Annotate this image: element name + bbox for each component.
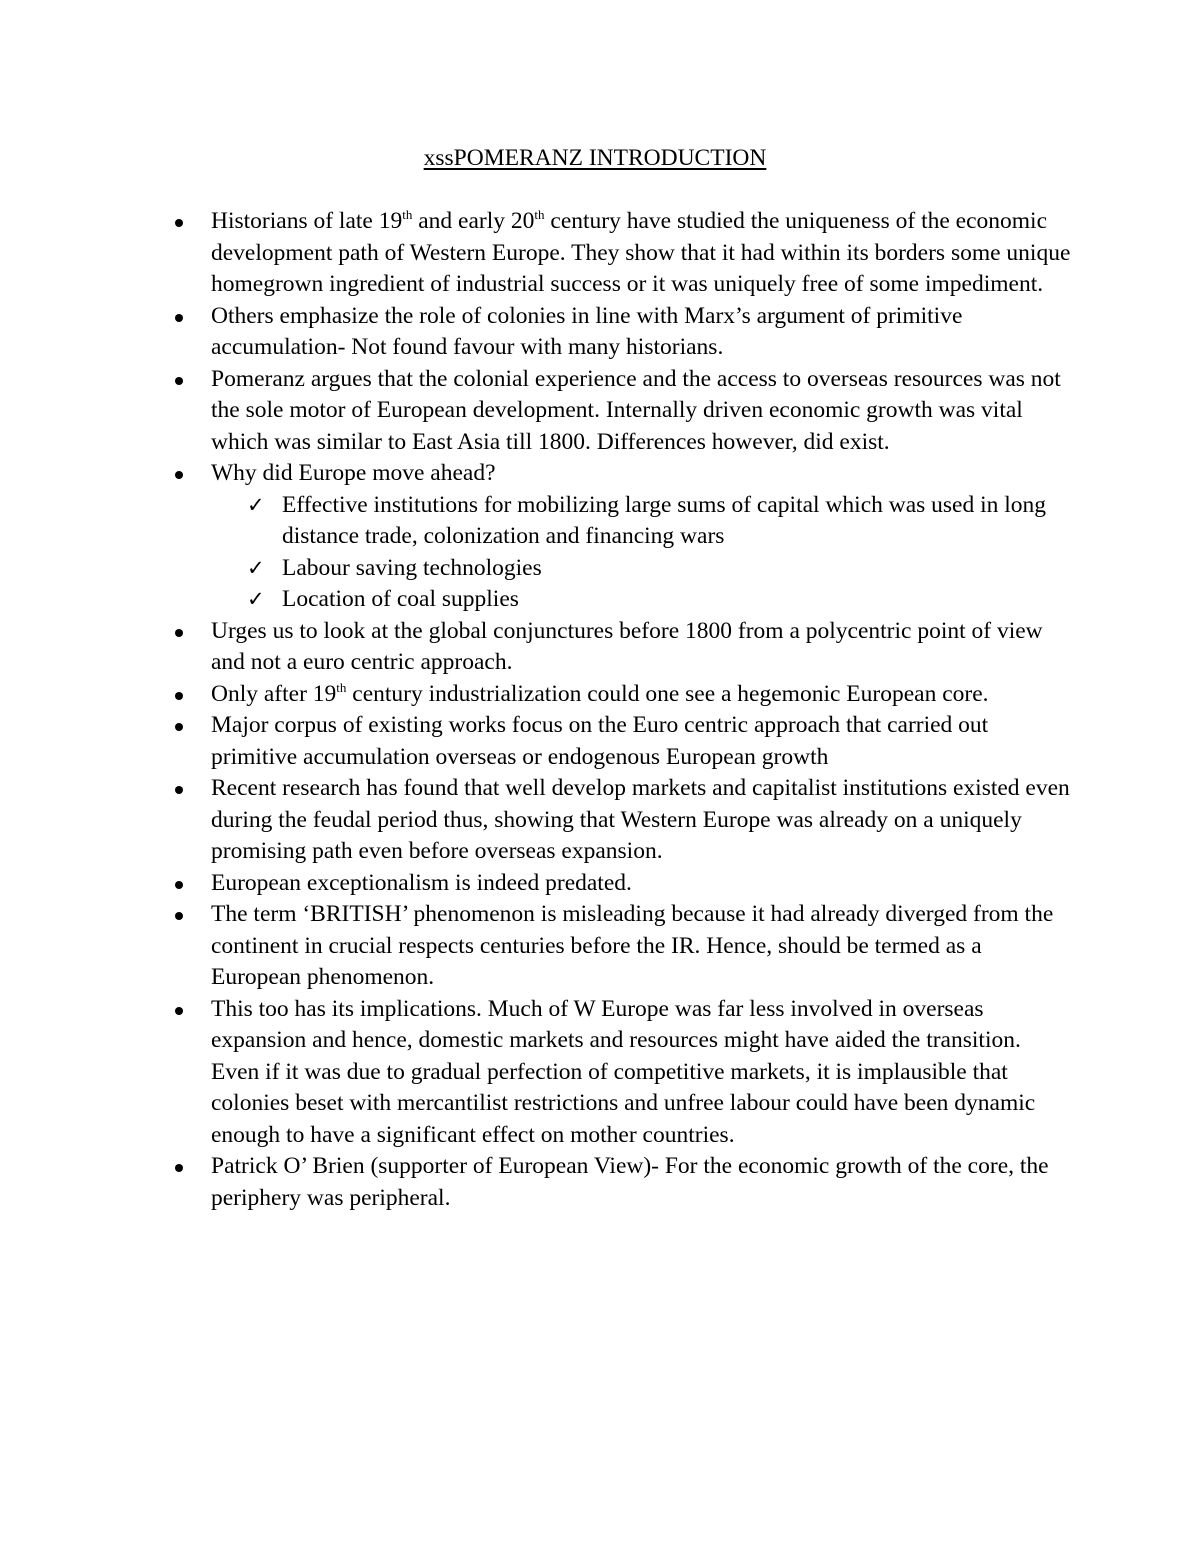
superscript: th bbox=[534, 207, 545, 222]
checkmark-icon: ✓ bbox=[247, 587, 265, 611]
bullet-dot-icon bbox=[175, 471, 183, 479]
bullet-item bbox=[0, 301, 1071, 364]
bullet-text: Others emphasize the role of colonies in line with Marx’s argument of primitive accumulation- Not found favour with many historians. bbox=[211, 302, 963, 360]
bullet-dot-icon bbox=[175, 912, 183, 920]
bullet-dot-icon bbox=[175, 786, 183, 794]
document-title: xssPOMERANZ INTRODUCTION bbox=[423, 145, 767, 171]
bullet-text: Patrick O’ Brien (supporter of European View)- For the economic growth of the core, the periphery was peripheral. bbox=[211, 1153, 1049, 1211]
bullet-item bbox=[0, 458, 1071, 616]
checklist-item bbox=[211, 584, 1062, 616]
bullet-item bbox=[0, 899, 1071, 994]
bullet-item bbox=[0, 710, 1071, 773]
bullet-dot-icon bbox=[175, 629, 183, 637]
checklist-text: Location of coal supplies bbox=[282, 586, 519, 612]
bullet-dot-icon bbox=[175, 314, 183, 322]
checklist-item bbox=[211, 553, 1062, 585]
bullet-item bbox=[0, 364, 1071, 459]
bullet-text: Pomeranz argues that the colonial experience and the access to overseas resources was not the sole motor of European development. Internally driven economic growth was vital which was similar to East Asia till 1800. Differences however, did exist. bbox=[211, 365, 1061, 455]
bullet-text: European exceptionalism is indeed predated. bbox=[211, 869, 632, 896]
checkmark-icon: ✓ bbox=[247, 492, 265, 517]
bullet-item bbox=[0, 773, 1071, 868]
checklist bbox=[211, 490, 1071, 616]
bullet-item bbox=[0, 1151, 1071, 1214]
bullet-item bbox=[0, 994, 1071, 1152]
bullet-text: Recent research has found that well develop markets and capitalist institutions existed even during the feudal period thus, showing that Western Europe was already on a uniquely promising path even before overseas expansion. bbox=[211, 775, 1070, 864]
checkmark-icon: ✓ bbox=[247, 555, 265, 580]
bullet-text: This too has its implications. Much of W Europe was far less involved in overseas expansion and hence, domestic markets and resources might have aided the transition. Even if it was due to gradual perfection of competitive markets, it is implausible that colonies beset with mercantilist restrictions and unfree labour could have been dynamic enough to have a significant effect on mother countries. bbox=[211, 995, 1036, 1148]
checklist-text: Labour saving technologies bbox=[282, 554, 542, 581]
bullet-text: Major corpus of existing works focus on the Euro centric approach that carried out primitive accumulation overseas or endogenous European growth bbox=[211, 712, 989, 770]
bullet-item bbox=[0, 868, 1071, 900]
bullet-item bbox=[0, 679, 1071, 711]
bullet-dot-icon bbox=[175, 1164, 183, 1172]
bullet-text: Only after 19th century industrialization could one see a hegemonic European core. bbox=[211, 679, 989, 707]
bullet-list bbox=[0, 206, 1100, 1214]
bullet-text: The term ‘BRITISH’ phenomenon is misleading because it had already diverged from the continent in crucial respects centuries before the IR. Hence, should be termed as a European phenomenon. bbox=[211, 901, 1054, 990]
superscript: th bbox=[402, 207, 413, 222]
bullet-item bbox=[0, 206, 1071, 301]
bullet-dot-icon bbox=[175, 219, 183, 227]
superscript: th bbox=[336, 679, 347, 695]
bullet-text: Historians of late 19th and early 20th century have studied the uniqueness of the economic development path of Western Europe. They show that it had within its borders some unique homegrown ingredient of industrial success or it was uniquely free of some impediment. bbox=[211, 207, 1071, 297]
checklist-item bbox=[211, 490, 1062, 553]
bullet-text: Why did Europe move ahead? bbox=[211, 460, 496, 486]
bullet-dot-icon bbox=[175, 881, 183, 889]
bullet-dot-icon bbox=[175, 723, 183, 731]
checklist-text: Effective institutions for mobilizing large sums of capital which was used in long distance trade, colonization and financing wars bbox=[282, 491, 1047, 549]
bullet-dot-icon bbox=[175, 377, 183, 385]
bullet-item bbox=[0, 616, 1071, 679]
bullet-dot-icon bbox=[175, 692, 183, 700]
bullet-text: Urges us to look at the global conjunctures before 1800 from a polycentric point of view and not a euro centric approach. bbox=[211, 617, 1043, 675]
bullet-dot-icon bbox=[175, 1007, 183, 1015]
